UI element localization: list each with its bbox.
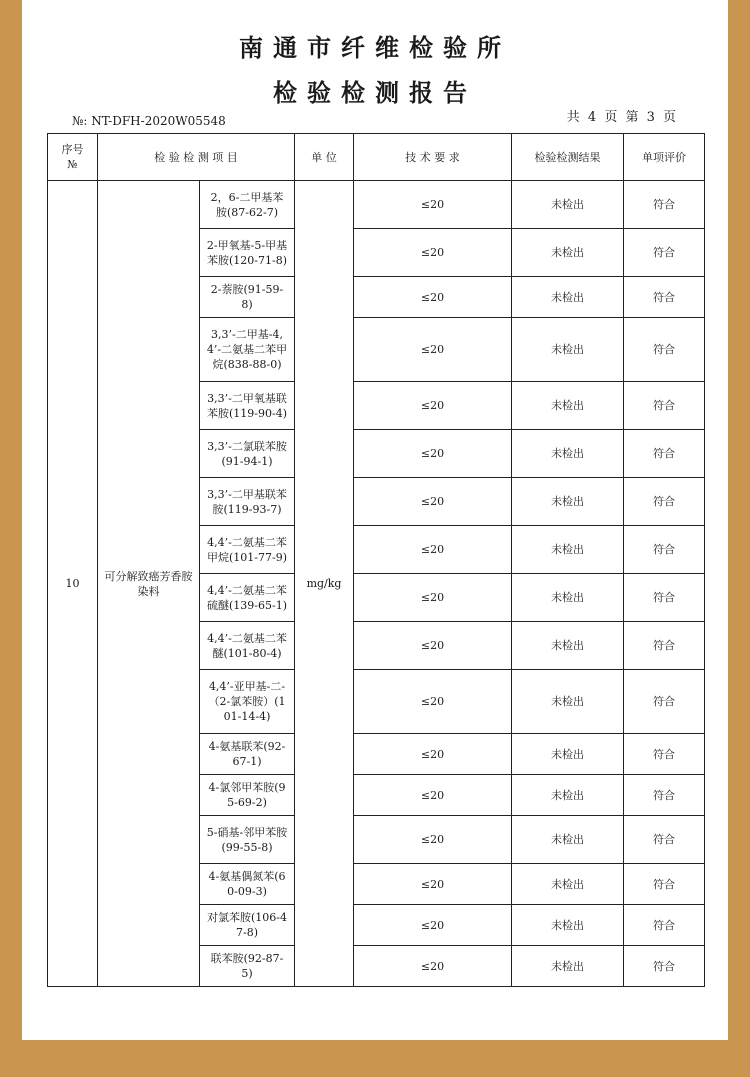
requirement-cell: ≤20 <box>354 478 512 526</box>
header-requirement: 技 术 要 求 <box>354 134 512 181</box>
result-cell: 未检出 <box>512 430 624 478</box>
test-item: 4,4’-二氨基二苯醚(101-80-4) <box>200 622 295 670</box>
evaluation-cell: 符合 <box>624 430 705 478</box>
test-item: 2，6-二甲基苯胺(87-62-7) <box>200 181 295 229</box>
evaluation-cell: 符合 <box>624 382 705 430</box>
result-cell: 未检出 <box>512 946 624 987</box>
result-cell: 未检出 <box>512 478 624 526</box>
result-cell: 未检出 <box>512 775 624 816</box>
group-seq: 10 <box>48 181 98 987</box>
test-item: 4,4’-亚甲基-二-（2-氯苯胺）(101-14-4) <box>200 670 295 734</box>
result-cell: 未检出 <box>512 905 624 946</box>
test-item: 联苯胺(92-87-5) <box>200 946 295 987</box>
result-cell: 未检出 <box>512 318 624 382</box>
evaluation-cell: 符合 <box>624 229 705 277</box>
evaluation-cell: 符合 <box>624 905 705 946</box>
header-evaluation: 单项评价 <box>624 134 705 181</box>
result-cell: 未检出 <box>512 734 624 775</box>
requirement-cell: ≤20 <box>354 277 512 318</box>
evaluation-cell: 符合 <box>624 622 705 670</box>
test-item: 4,4’-二氨基二苯硫醚(139-65-1) <box>200 574 295 622</box>
result-cell: 未检出 <box>512 864 624 905</box>
header-item: 检 验 检 测 项 目 <box>98 134 295 181</box>
requirement-cell: ≤20 <box>354 734 512 775</box>
header-seq <box>48 134 98 181</box>
test-item: 3,3’-二氯联苯胺(91-94-1) <box>200 430 295 478</box>
requirement-cell: ≤20 <box>354 905 512 946</box>
table-header-row <box>48 134 705 181</box>
requirement-cell: ≤20 <box>354 181 512 229</box>
test-item: 4,4’-二氨基二苯甲烷(101-77-9) <box>200 526 295 574</box>
test-item: 3,3’-二甲基联苯胺(119-93-7) <box>200 478 295 526</box>
evaluation-cell: 符合 <box>624 670 705 734</box>
table-row <box>48 181 705 229</box>
evaluation-cell: 符合 <box>624 816 705 864</box>
test-item: 4-氨基偶氮苯(60-09-3) <box>200 864 295 905</box>
evaluation-cell: 符合 <box>624 734 705 775</box>
test-item: 2-萘胺(91-59-8) <box>200 277 295 318</box>
evaluation-cell: 符合 <box>624 318 705 382</box>
evaluation-cell: 符合 <box>624 775 705 816</box>
test-item: 5-硝基-邻甲苯胺(99-55-8) <box>200 816 295 864</box>
header-seq-label: 序号 <box>61 143 84 156</box>
evaluation-cell: 符合 <box>624 478 705 526</box>
result-cell: 未检出 <box>512 574 624 622</box>
requirement-cell: ≤20 <box>354 775 512 816</box>
requirement-cell: ≤20 <box>354 430 512 478</box>
requirement-cell: ≤20 <box>354 816 512 864</box>
requirement-cell: ≤20 <box>354 864 512 905</box>
report-title: 检验检测报告 <box>273 79 477 107</box>
requirement-cell: ≤20 <box>354 670 512 734</box>
evaluation-cell: 符合 <box>624 864 705 905</box>
test-item: 2-甲氧基-5-甲基苯胺(120-71-8) <box>200 229 295 277</box>
test-item: 4-氨基联苯(92-67-1) <box>200 734 295 775</box>
evaluation-cell: 符合 <box>624 526 705 574</box>
group-unit: mg/kg <box>295 181 354 987</box>
requirement-cell: ≤20 <box>354 526 512 574</box>
result-cell: 未检出 <box>512 670 624 734</box>
group-category: 可分解致癌芳香胺染料 <box>98 181 200 987</box>
evaluation-cell: 符合 <box>624 946 705 987</box>
requirement-cell: ≤20 <box>354 574 512 622</box>
table-body <box>48 181 705 987</box>
test-item: 3,3’-二甲氧基联苯胺(119-90-4) <box>200 382 295 430</box>
header-unit: 单 位 <box>295 134 354 181</box>
result-cell: 未检出 <box>512 526 624 574</box>
header-result: 检验检测结果 <box>512 134 624 181</box>
evaluation-cell: 符合 <box>624 574 705 622</box>
page-info: 共 4 页 第 3 页 <box>566 110 678 125</box>
requirement-cell: ≤20 <box>354 229 512 277</box>
org-title: 南通市纤维检验所 <box>239 34 511 62</box>
result-cell: 未检出 <box>512 229 624 277</box>
result-cell: 未检出 <box>512 277 624 318</box>
document-number: №: NT-DFH-2020W05548 <box>72 114 226 128</box>
evaluation-cell: 符合 <box>624 277 705 318</box>
result-cell: 未检出 <box>512 382 624 430</box>
result-cell: 未检出 <box>512 622 624 670</box>
requirement-cell: ≤20 <box>354 318 512 382</box>
inspection-table <box>47 133 705 987</box>
test-item: 4-氯邻甲苯胺(95-69-2) <box>200 775 295 816</box>
requirement-cell: ≤20 <box>354 382 512 430</box>
requirement-cell: ≤20 <box>354 946 512 987</box>
evaluation-cell: 符合 <box>624 181 705 229</box>
result-cell: 未检出 <box>512 181 624 229</box>
requirement-cell: ≤20 <box>354 622 512 670</box>
test-item: 对氯苯胺(106-47-8) <box>200 905 295 946</box>
report-sheet <box>22 0 728 1040</box>
test-item: 3,3’-二甲基-4,4’-二氨基二苯甲烷(838-88-0) <box>200 318 295 382</box>
header-seq-no: № <box>67 158 78 171</box>
result-cell: 未检出 <box>512 816 624 864</box>
